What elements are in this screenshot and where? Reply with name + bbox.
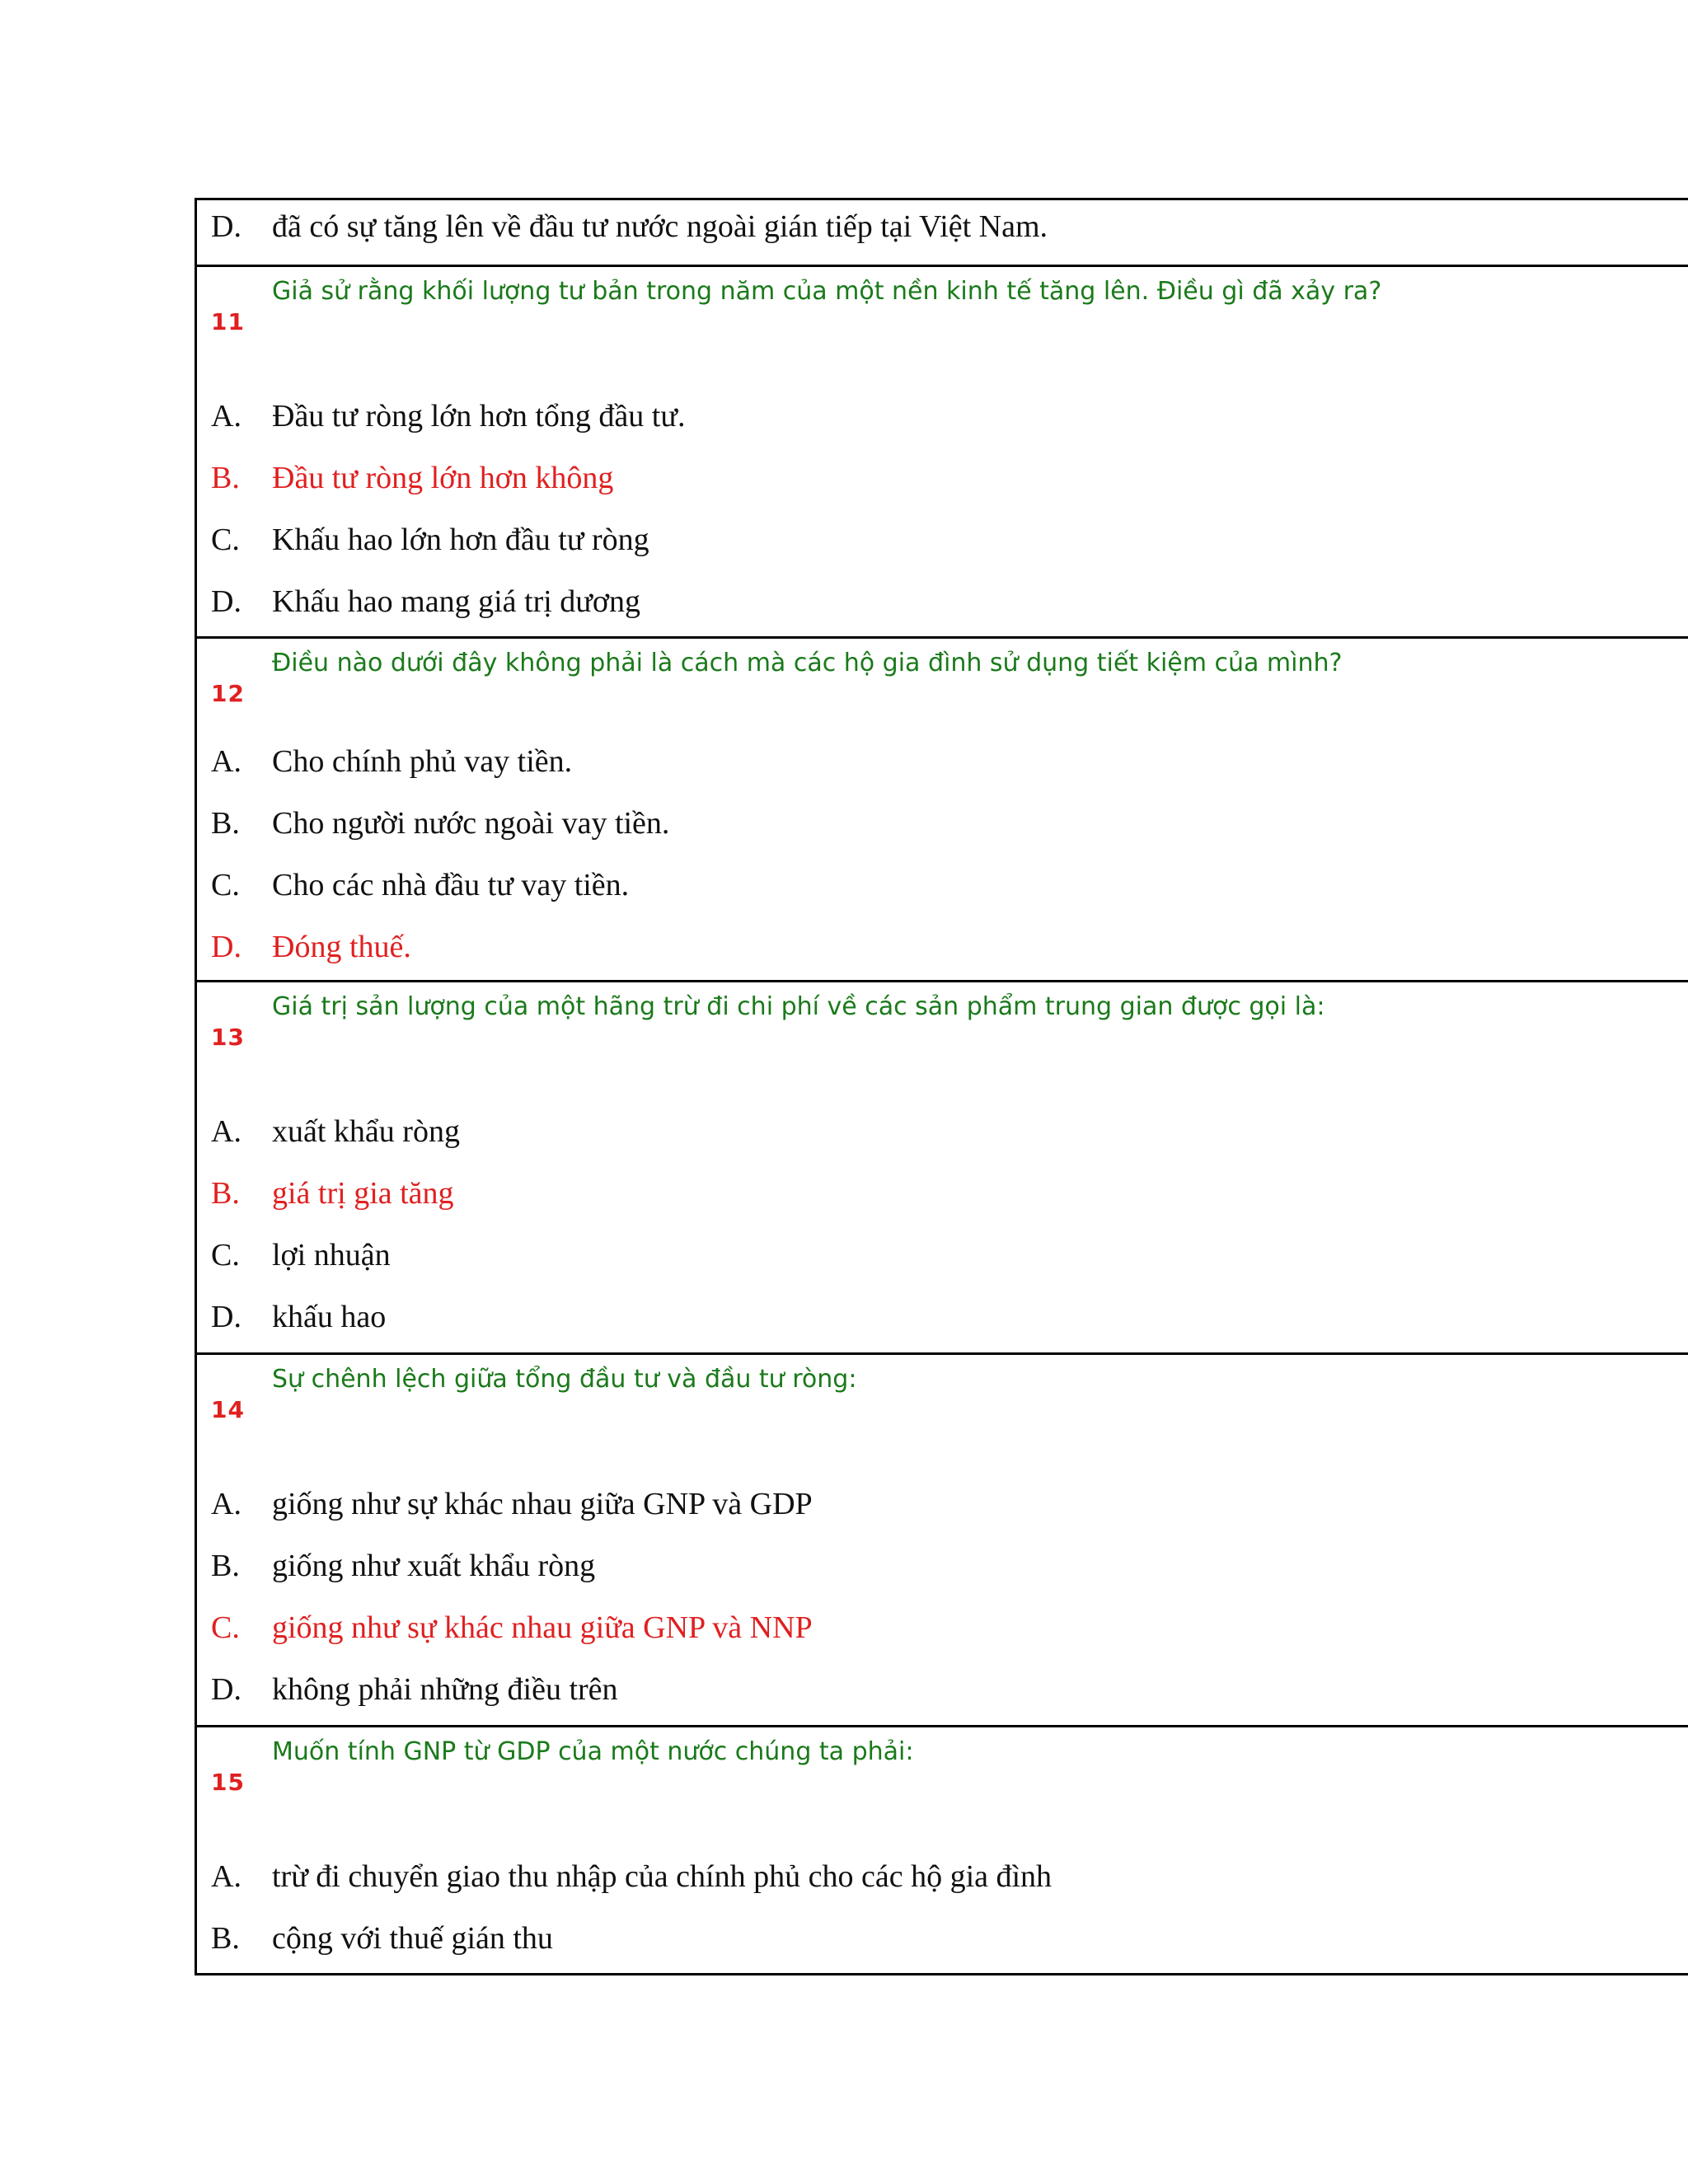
question-header xyxy=(197,639,1688,735)
option-a xyxy=(197,390,1688,452)
option-a xyxy=(197,1478,1688,1540)
option-text: Đầu tư ròng lớn hơn tổng đầu tư. xyxy=(272,399,686,434)
option-letter: D. xyxy=(211,1300,241,1334)
option-letter: B. xyxy=(211,1921,240,1956)
question-number: 11 xyxy=(211,308,245,335)
quiz-table xyxy=(195,198,1688,1975)
option-d xyxy=(197,1291,1688,1352)
option-letter: D. xyxy=(211,584,241,619)
question-header xyxy=(197,982,1688,1105)
option-text: xuất khẩu ròng xyxy=(272,1114,460,1149)
question-11 xyxy=(197,267,1688,639)
option-b-correct xyxy=(197,1167,1688,1229)
option-text: Cho các nhà đầu tư vay tiền. xyxy=(272,868,630,902)
option-text: giống như sự khác nhau giữa GNP và NNP xyxy=(272,1610,813,1645)
option-letter: B. xyxy=(211,1549,240,1583)
option-letter: A. xyxy=(211,1487,241,1521)
option-text: Khấu hao lớn hơn đầu tư ròng xyxy=(272,523,649,557)
option-text: Đóng thuế. xyxy=(272,930,411,964)
option-letter: C. xyxy=(211,868,240,902)
option-b-correct xyxy=(197,452,1688,513)
option-letter: A. xyxy=(211,1859,241,1894)
option-c xyxy=(197,1229,1688,1291)
option-letter: D. xyxy=(211,1672,241,1707)
option-c xyxy=(197,859,1688,921)
option-letter: A. xyxy=(211,744,241,779)
option-a xyxy=(197,1850,1688,1912)
option-text: giống như xuất khẩu ròng xyxy=(272,1549,596,1583)
option-text: giống như sự khác nhau giữa GNP và GDP xyxy=(272,1487,813,1521)
question-12 xyxy=(197,639,1688,982)
question-header xyxy=(197,1355,1688,1478)
option-d xyxy=(197,575,1688,637)
question-text: Muốn tính GNP từ GDP của một nước chúng ta phải: xyxy=(272,1737,914,1766)
question-14 xyxy=(197,1355,1688,1727)
option-text: Khấu hao mang giá trị dương xyxy=(272,584,640,619)
question-number: 15 xyxy=(211,1769,245,1796)
option-text: khấu hao xyxy=(272,1300,387,1334)
option-letter: B. xyxy=(211,461,240,495)
option-a xyxy=(197,1105,1688,1167)
option-letter: C. xyxy=(211,1238,240,1272)
option-text: Đầu tư ròng lớn hơn không xyxy=(272,461,614,495)
question-header xyxy=(197,267,1688,390)
option-letter: A. xyxy=(211,1114,241,1149)
option-text: đã có sự tăng lên về đầu tư nước ngoài gián tiếp tại Việt Nam. xyxy=(272,209,1048,244)
question-number: 14 xyxy=(211,1396,245,1423)
question-header xyxy=(197,1727,1688,1850)
option-letter: C. xyxy=(211,523,240,557)
question-text: Giả sử rằng khối lượng tư bản trong năm của một nền kinh tế tăng lên. Điều gì đã xảy ra? xyxy=(272,277,1382,306)
question-number: 12 xyxy=(211,680,245,707)
option-b xyxy=(197,1540,1688,1601)
option-letter: A. xyxy=(211,399,241,434)
option-c xyxy=(197,513,1688,575)
option-text: Cho người nước ngoài vay tiền. xyxy=(272,806,670,841)
option-text: cộng với thuế gián thu xyxy=(272,1921,553,1956)
option-text: trừ đi chuyển giao thu nhập của chính phủ cho các hộ gia đình xyxy=(272,1859,1053,1894)
option-letter: D. xyxy=(211,209,241,244)
option-text: lợi nhuận xyxy=(272,1238,391,1272)
option-a xyxy=(197,735,1688,797)
question-text: Sự chênh lệch giữa tổng đầu tư và đầu tư ròng: xyxy=(272,1365,857,1394)
question-15 xyxy=(197,1727,1688,1973)
option-b xyxy=(197,1912,1688,1974)
option-d-correct xyxy=(197,921,1688,982)
question-text: Điều nào dưới đây không phải là cách mà các hộ gia đình sử dụng tiết kiệm của mình? xyxy=(272,649,1343,677)
option-letter: B. xyxy=(211,806,240,841)
question-13 xyxy=(197,982,1688,1355)
option-text: không phải những điều trên xyxy=(272,1672,618,1707)
option-letter: C. xyxy=(211,1610,240,1645)
option-b xyxy=(197,797,1688,859)
question-text: Giá trị sản lượng của một hãng trừ đi chi phí về các sản phẩm trung gian được gọi là: xyxy=(272,992,1325,1021)
option-d xyxy=(197,1663,1688,1725)
option-c-correct xyxy=(197,1601,1688,1663)
question-number: 13 xyxy=(211,1024,245,1051)
option-letter: B. xyxy=(211,1176,240,1211)
option-letter: D. xyxy=(211,930,241,964)
option-row xyxy=(197,200,1688,262)
continuation-option xyxy=(197,200,1688,267)
option-text: Cho chính phủ vay tiền. xyxy=(272,744,573,779)
option-text: giá trị gia tăng xyxy=(272,1176,454,1211)
